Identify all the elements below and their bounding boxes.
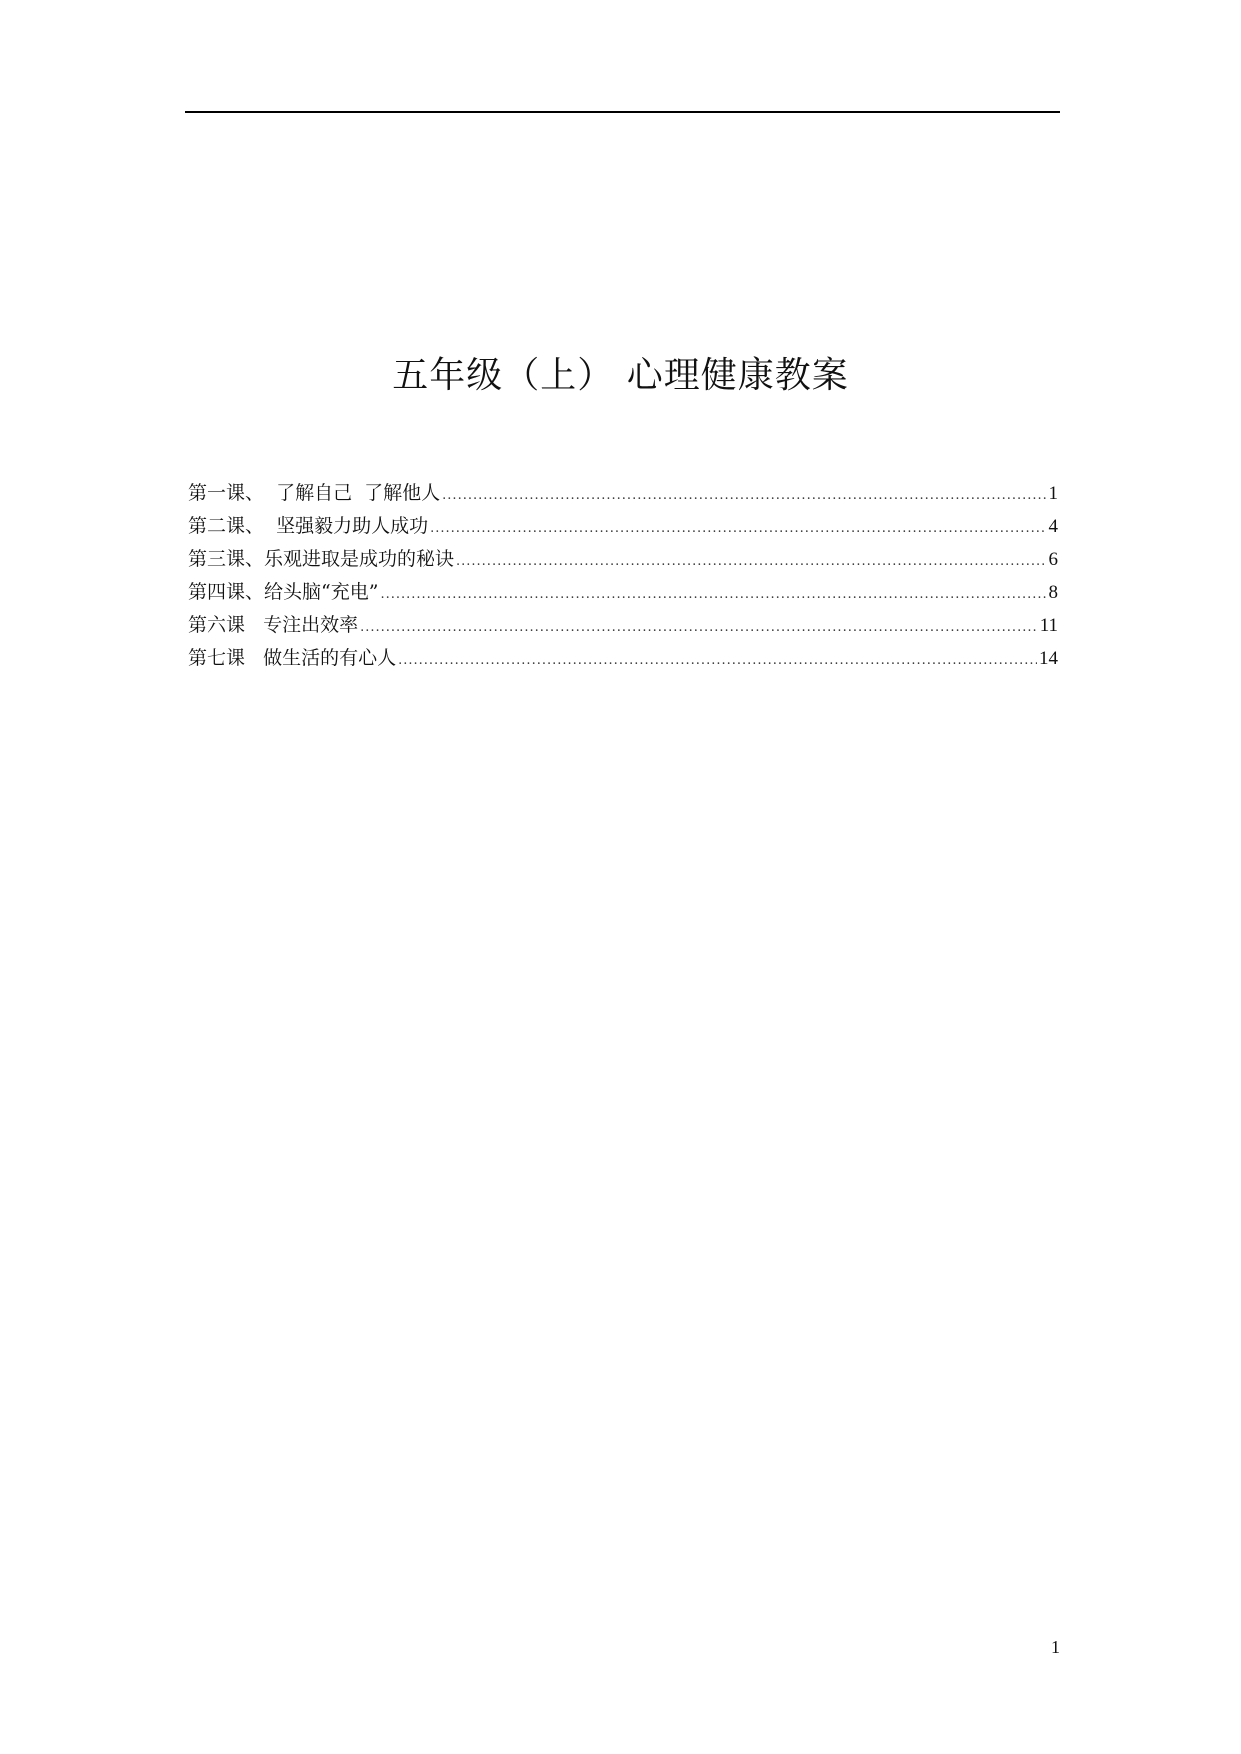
toc-entry-page: 1 [1048, 483, 1058, 504]
toc-entry-page: 14 [1039, 648, 1058, 669]
toc-dot-leader [430, 512, 1046, 545]
toc-entry[interactable] [188, 609, 1058, 642]
table-of-contents [188, 477, 1058, 675]
toc-entry-label: 第三课、乐观进取是成功的秘诀 [188, 548, 455, 570]
toc-entry-label: 第四课、给头脑“充电” [188, 581, 379, 603]
toc-entry-page: 6 [1048, 549, 1058, 570]
document-title: 五年级（上） 心理健康教案 [392, 355, 849, 396]
toc-entry-label: 第二课、 坚强毅力助人成功 [188, 515, 429, 537]
toc-entry-page: 11 [1039, 615, 1058, 636]
toc-entry[interactable] [188, 477, 1058, 510]
toc-entry-label: 第一课、 了解自己 了解他人 [188, 482, 441, 504]
toc-dot-leader [398, 644, 1037, 677]
toc-entry-label: 第六课 专注出效率 [188, 614, 359, 636]
toc-dot-leader [442, 479, 1046, 512]
toc-entry-page: 4 [1048, 516, 1058, 537]
toc-entry[interactable] [188, 543, 1058, 576]
toc-entry-label: 第七课 做生活的有心人 [188, 647, 397, 669]
header-rule [185, 111, 1060, 113]
toc-entry[interactable] [188, 510, 1058, 543]
toc-dot-leader [360, 611, 1038, 644]
toc-entry[interactable] [188, 576, 1058, 609]
toc-entry-page: 8 [1048, 582, 1058, 603]
page-number: 1 [1051, 1637, 1060, 1657]
toc-dot-leader [456, 545, 1046, 578]
toc-dot-leader [380, 578, 1046, 611]
toc-entry[interactable] [188, 642, 1058, 675]
